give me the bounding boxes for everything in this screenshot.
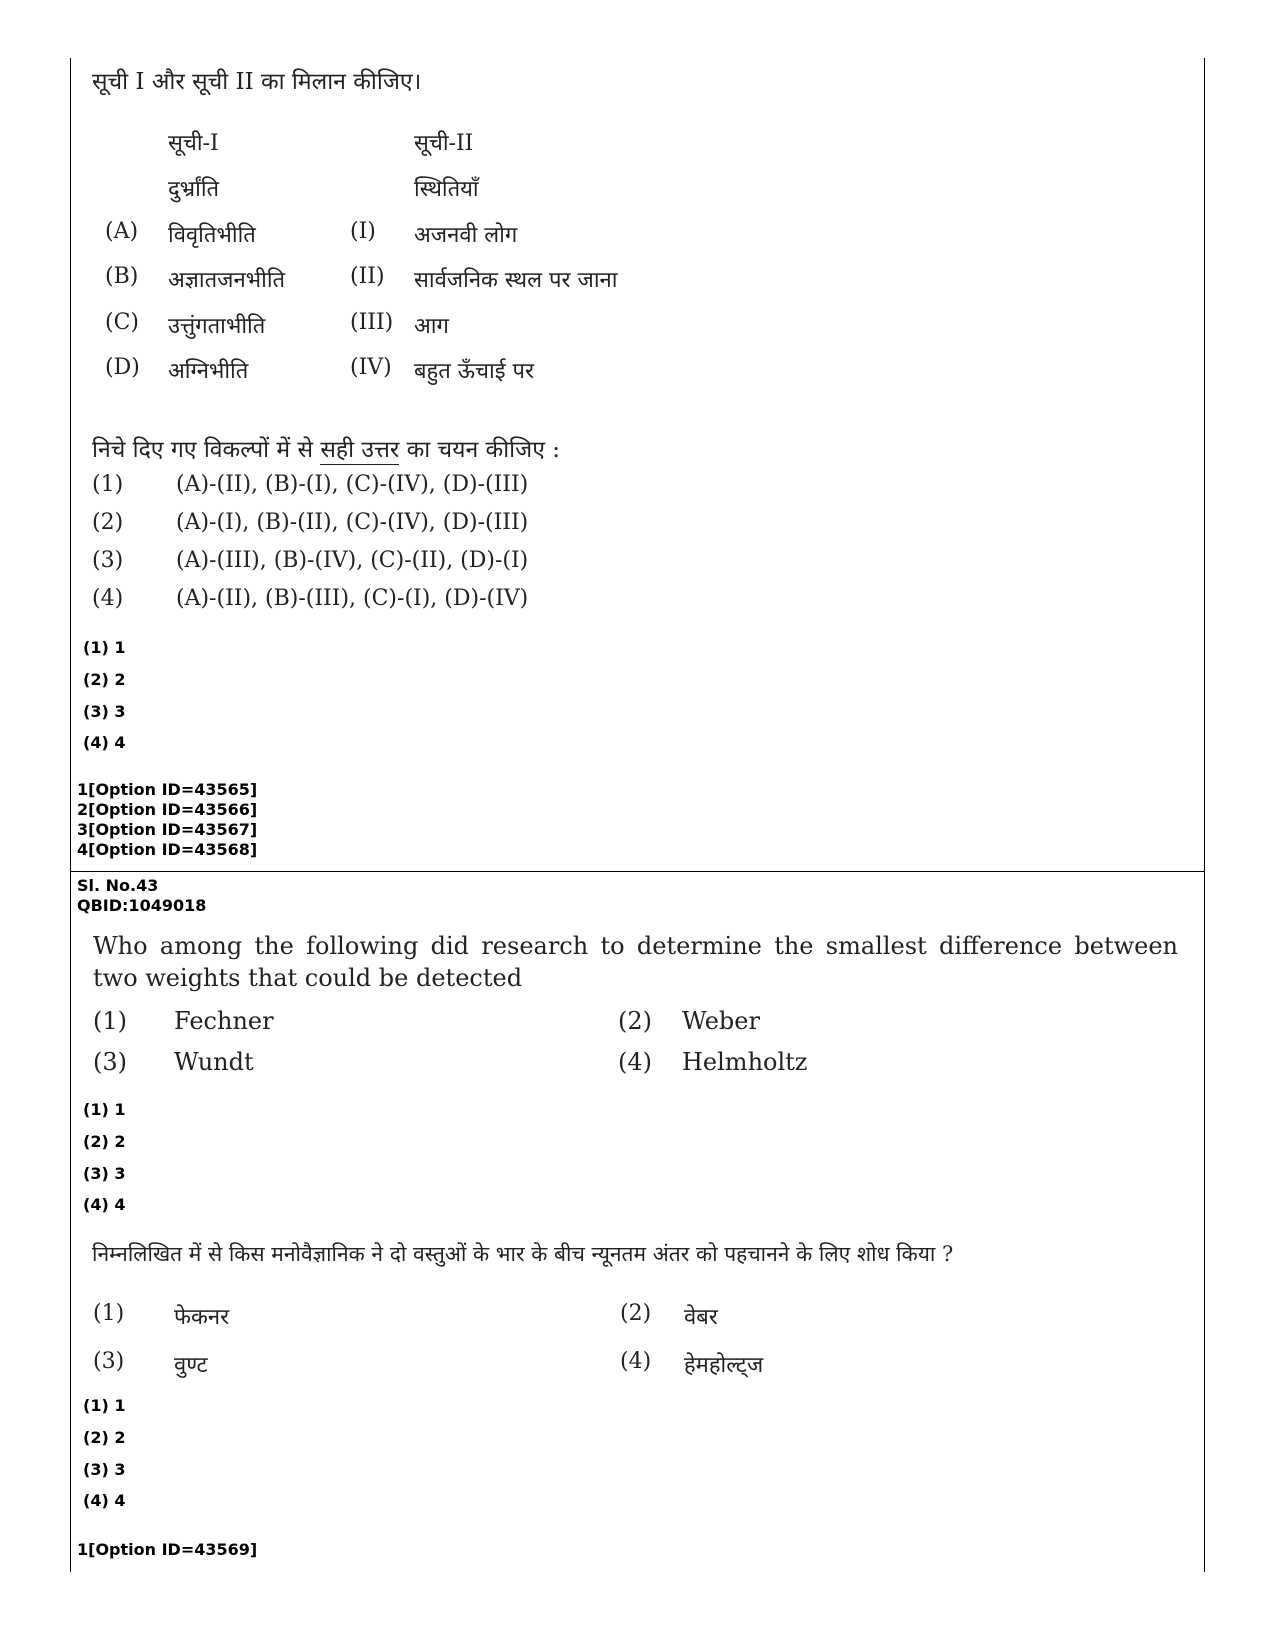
- match-row-item: आग: [414, 314, 449, 339]
- choice-number: (3): [92, 548, 124, 573]
- match-row-label: (C): [105, 310, 139, 335]
- choice-text: (A)-(I), (B)-(II), (C)-(IV), (D)-(III): [176, 510, 529, 535]
- option-id: 1[Option ID=43565]: [77, 780, 258, 799]
- hindi-option-text: हेमहोल्ट्ज: [684, 1353, 764, 1378]
- choose-prefix: निचे दिए गए विकल्पों में से: [92, 437, 321, 463]
- option-id: 4[Option ID=43568]: [77, 840, 258, 859]
- match-row-label: (IV): [350, 355, 392, 380]
- option-id: 3[Option ID=43567]: [77, 820, 258, 839]
- english-option-number: (3): [93, 1048, 127, 1076]
- choose-underlined: सही उत्तर: [320, 437, 400, 463]
- match-row-label: (III): [350, 310, 394, 335]
- answer-option[interactable]: (1) 1: [83, 1396, 126, 1415]
- answer-option[interactable]: (1) 1: [83, 1100, 126, 1119]
- list1-header: सूची-I: [168, 131, 219, 156]
- answer-option[interactable]: (1) 1: [83, 638, 126, 657]
- choice-text: (A)-(III), (B)-(IV), (C)-(II), (D)-(I): [176, 548, 529, 573]
- hindi-option-text: वुण्ट: [174, 1353, 208, 1378]
- hindi-question: निम्नलिखित में से किस मनोवैज्ञानिक ने दो वस्तुओं के भार के बीच न्यूनतम अंतर को पहचानने के लिए शोध किया ?: [92, 1242, 954, 1266]
- hindi-option-number: (1): [93, 1301, 125, 1326]
- question-divider: [70, 871, 1205, 872]
- choice-text: (A)-(II), (B)-(I), (C)-(IV), (D)-(III): [176, 472, 529, 497]
- list2-header: सूची-II: [414, 131, 474, 156]
- match-row-item: अजनवी लोग: [414, 223, 518, 248]
- hindi-option-number: (3): [93, 1349, 125, 1374]
- english-option-number: (2): [618, 1007, 652, 1035]
- match-row-label: (D): [105, 355, 140, 380]
- list1-subheader: दुर्भ्रांति: [168, 177, 220, 202]
- answer-option[interactable]: (2) 2: [83, 1132, 126, 1151]
- answer-option[interactable]: (2) 2: [83, 670, 126, 689]
- choice-number: (2): [92, 510, 124, 535]
- option-id: 2[Option ID=43566]: [77, 800, 258, 819]
- answer-option[interactable]: (3) 3: [83, 1460, 126, 1479]
- page-right-border: [1204, 58, 1205, 1572]
- answer-option[interactable]: (4) 4: [83, 1195, 126, 1214]
- english-option-text: Weber: [682, 1007, 760, 1035]
- match-row-item: अज्ञातजनभीति: [168, 268, 286, 293]
- hindi-option-number: (4): [620, 1349, 652, 1374]
- answer-option[interactable]: (4) 4: [83, 1491, 126, 1510]
- hindi-option-text: वेबर: [684, 1305, 718, 1330]
- answer-option[interactable]: (2) 2: [83, 1428, 126, 1447]
- choose-instruction: [92, 432, 560, 464]
- answer-option[interactable]: (3) 3: [83, 702, 126, 721]
- match-row-item: बहुत ऊँचाई पर: [414, 359, 535, 384]
- answer-option[interactable]: (4) 4: [83, 733, 126, 752]
- choice-number: (4): [92, 586, 124, 611]
- english-option-text: Fechner: [174, 1007, 274, 1035]
- choice-text: (A)-(II), (B)-(III), (C)-(I), (D)-(IV): [176, 586, 529, 611]
- match-row-label: (B): [105, 264, 139, 289]
- serial-number: Sl. No.43: [77, 876, 159, 895]
- choice-number: (1): [92, 472, 124, 497]
- page-left-border: [70, 58, 71, 1572]
- choose-suffix: का चयन कीजिए :: [399, 437, 560, 463]
- option-id: 1[Option ID=43569]: [77, 1540, 258, 1559]
- match-row-label: (A): [105, 219, 139, 244]
- english-option-number: (1): [93, 1007, 127, 1035]
- english-question: Who among the following did research to determine the smallest difference between two weights that could be detected: [93, 932, 1178, 992]
- match-row-item: अग्निभीति: [168, 359, 249, 384]
- english-option-number: (4): [618, 1048, 652, 1076]
- match-row-label: (I): [350, 219, 376, 244]
- match-row-item: सार्वजनिक स्थल पर जाना: [414, 268, 618, 293]
- hindi-option-text: फेकनर: [174, 1305, 230, 1330]
- english-option-text: Helmholtz: [682, 1048, 808, 1076]
- english-option-text: Wundt: [174, 1048, 254, 1076]
- qbid: QBID:1049018: [77, 896, 207, 915]
- answer-option[interactable]: (3) 3: [83, 1164, 126, 1183]
- q42-instruction: सूची I और सूची II का मिलान कीजिए।: [92, 69, 422, 95]
- hindi-option-number: (2): [620, 1301, 652, 1326]
- match-row-label: (II): [350, 264, 385, 289]
- match-row-item: विवृतिभीति: [168, 223, 256, 248]
- match-row-item: उत्तुंगताभीति: [168, 314, 266, 339]
- list2-subheader: स्थितियाँ: [414, 177, 479, 202]
